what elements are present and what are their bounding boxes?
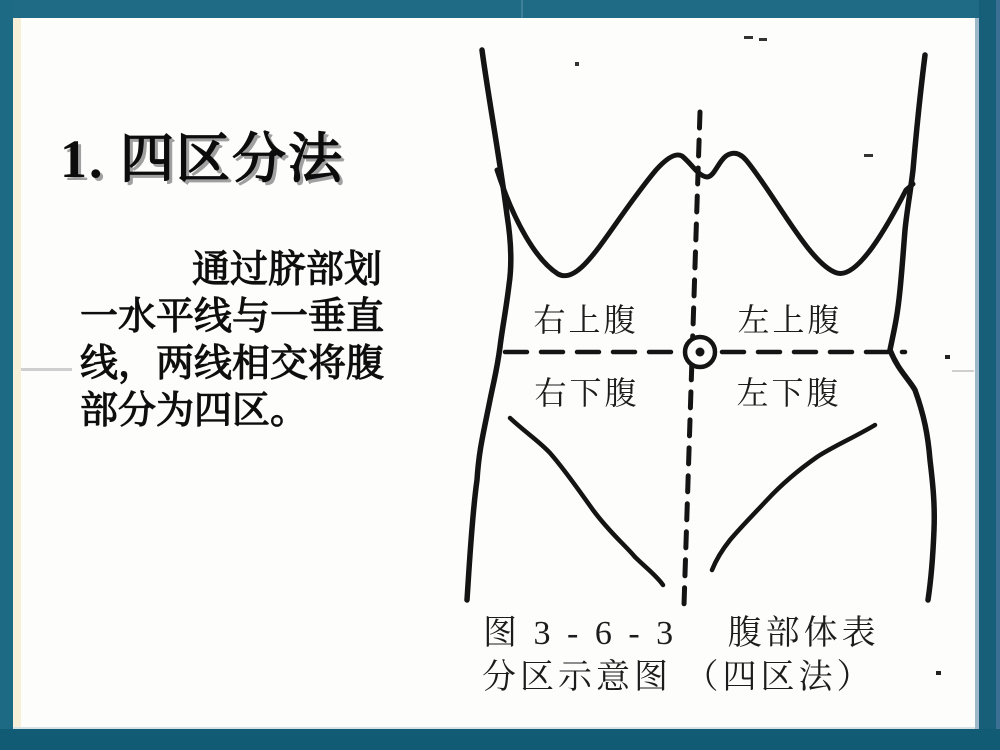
figure-caption-line1: 图 3 - 6 - 3 腹部体表 <box>483 615 880 652</box>
paragraph-line: 通过脐部划 <box>192 249 383 291</box>
chest-curve <box>497 153 913 276</box>
paragraph-line: 部分为四区。 <box>80 390 309 432</box>
frame-bottom-band <box>0 729 1000 750</box>
paragraph-line: 线，两线相交将腹 <box>80 343 385 385</box>
frame-right-band <box>979 0 996 750</box>
label-upper-left-abdomen: 左上腹 <box>737 302 843 338</box>
frame-cream-strip <box>13 18 21 729</box>
frame-top-band <box>0 0 1000 18</box>
slide-title: 1. 四区分法 <box>60 129 344 189</box>
abdomen-diagram <box>460 30 975 720</box>
figure-caption-line2: 分区示意图 （四区法） <box>482 659 875 696</box>
frame-left-band <box>0 0 13 750</box>
groin-curve-right <box>712 425 875 570</box>
scan-scratch <box>952 370 974 372</box>
label-upper-right-abdomen: 右上腹 <box>533 302 639 338</box>
groin-curve-left <box>510 418 663 585</box>
torso-right-outline <box>890 55 934 600</box>
label-lower-right-abdomen: 右下腹 <box>534 375 640 411</box>
navel-dot <box>696 348 705 357</box>
label-lower-left-abdomen: 左下腹 <box>736 375 842 411</box>
paragraph-line: 一水平线与一垂直 <box>80 296 385 338</box>
body-paragraph <box>80 247 420 435</box>
frame-right-edge <box>996 0 1000 750</box>
frame-top-seam <box>521 0 523 18</box>
